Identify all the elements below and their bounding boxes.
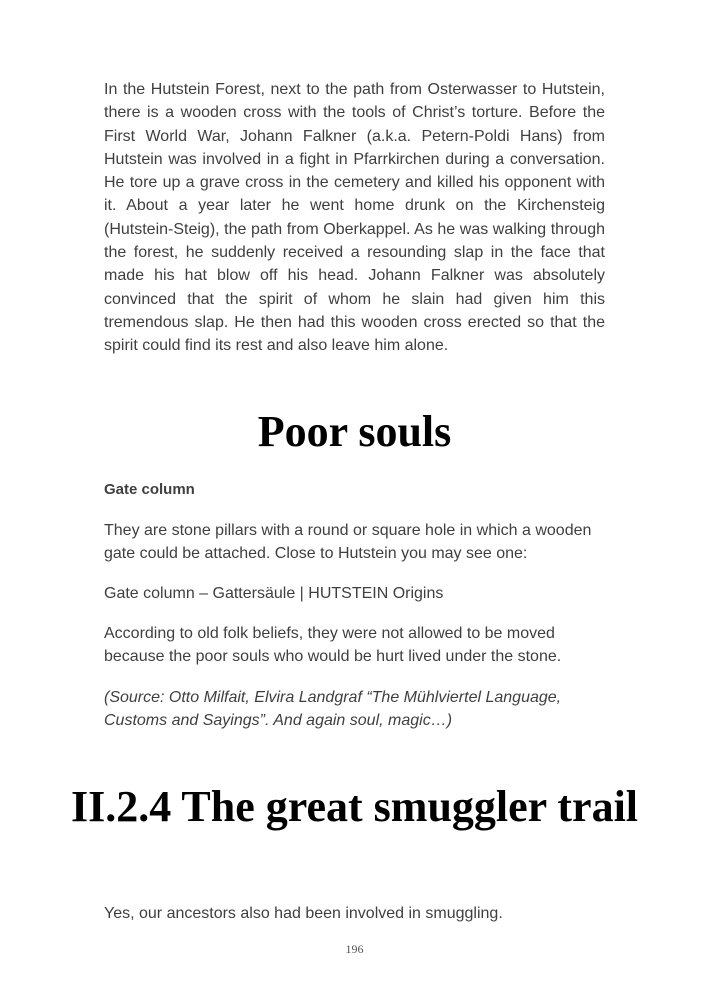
folk-belief-paragraph: According to old folk beliefs, they were not allowed to be moved because the poor souls who would be hurt lived under the stone.	[104, 625, 562, 666]
page-number: 196	[345, 942, 364, 956]
section-heading: Poor souls	[257, 407, 452, 456]
intro-paragraph: In the Hutstein Forest, next to the path from Osterwasser to Hutstein, there is a wooden cross with the tools of Christ’s torture. Before the First World War, Johann Falkner (a.k.a. Petern-Poldi Hans) from Hutstein was involved in a fight in Pfarrkirchen during a conversation. He tore up a grave cross in the cemetery and killed his opponent with it. About a year later he went home drunk on the Kirchensteig (Hutstein-Steig), the path from Oberkappel. As he was walking through the forest, he suddenly received a resounding slap in the face that made his hat blow off his head. Johann Falkner was absolutely convinced that the spirit of whom he slain had given him this tremendous slap. He then had this wooden cross erected so that the spirit could find its rest and also leave him alone.	[104, 81, 605, 355]
gate-column-description: They are stone pillars with a round or square hole in which a wooden gate could be attached. Close to Hutstein you may see one:	[104, 522, 592, 563]
chapter-intro-paragraph: Yes, our ancestors also had been involved in smuggling.	[104, 905, 503, 922]
gate-column-link-line: Gate column – Gattersäule | HUTSTEIN Origins	[104, 585, 444, 602]
gate-column-title: Gate column	[104, 481, 195, 498]
source-citation: (Source: Otto Milfait, Elvira Landgraf “The Mühlviertel Language, Customs and Sayings”. And again soul, magic…)	[104, 689, 562, 730]
chapter-heading: II.2.4 The great smuggler trail	[70, 782, 639, 831]
